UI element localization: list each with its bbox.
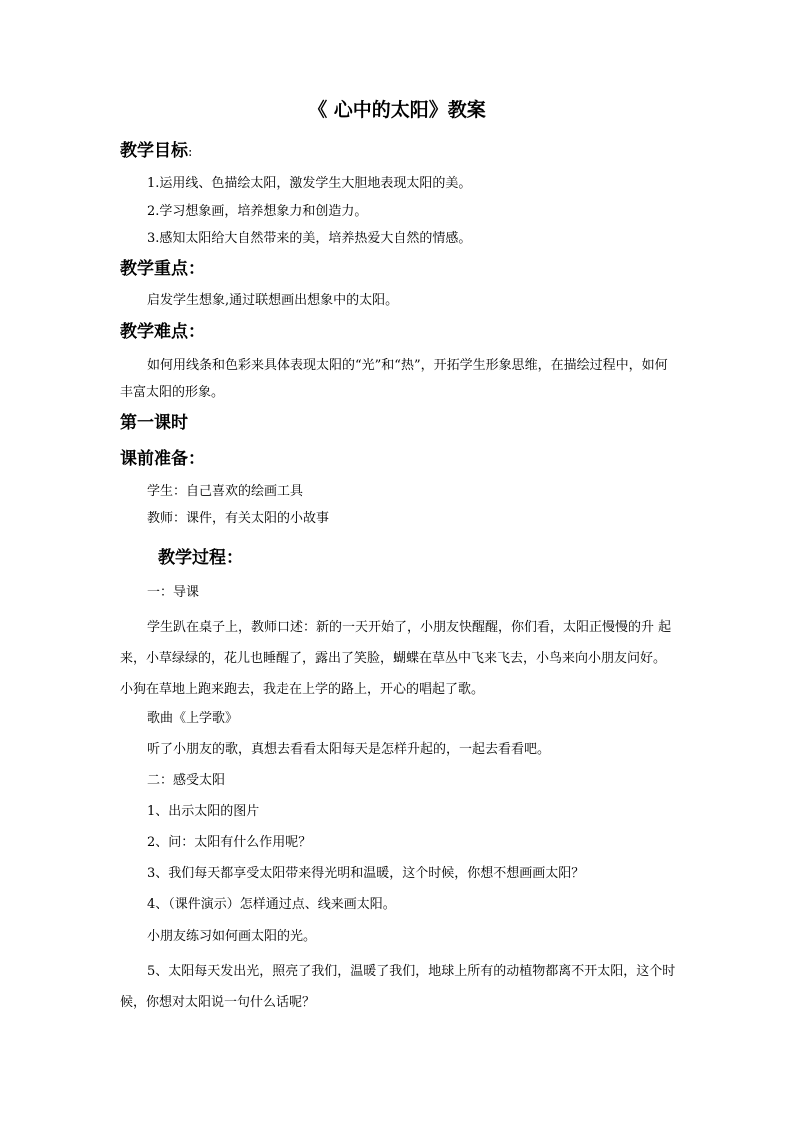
lesson-heading: 第一课时 — [120, 413, 188, 433]
difficulty-heading: 教学难点： — [120, 322, 205, 342]
step-2: 2、问：太阳有什么作用呢？ — [147, 835, 312, 850]
practice-line: 小朋友练习如何画太阳的光。 — [147, 929, 317, 944]
preparation-students: 学生：自己喜欢的绘画工具 — [147, 484, 304, 499]
goal-item-1: 1.运用线、色描绘太阳，激发学生大胆地表现太阳的美。 — [147, 176, 472, 191]
after-song-line: 听了小朋友的歌，真想去看看太阳每天是怎样升起的，一起去看看吧。 — [147, 742, 551, 757]
key-point-text: 启发学生想象,通过联想画出想象中的太阳。 — [147, 293, 399, 308]
preparation-teacher: 教师：课件，有关太阳的小故事 — [147, 511, 330, 526]
step-4: 4、（课件演示）怎样通过点、线来画太阳。 — [147, 897, 396, 912]
key-point-heading: 教学重点： — [120, 259, 205, 279]
document-title: 《 心中的太阳》教案 — [308, 99, 486, 121]
process-heading: 教学过程： — [158, 548, 243, 568]
goals-heading — [120, 139, 192, 165]
step-5: 5、太阳每天发出光，照亮了我们，温暖了我们，地球上所有的动植物都离不开太阳，这个时候，你想对太阳说一句什么话呢？ — [120, 964, 676, 1010]
difficulty-text: 如何用线条和色彩来具体表现太阳的“光”和“热”，开拓学生形象思维，在描绘过程中，如何丰富太阳的形象。 — [120, 358, 668, 400]
goal-item-2: 2.学习想象画，培养想象力和创造力。 — [147, 204, 368, 219]
section2-title: 二：感受太阳 — [147, 773, 226, 788]
goals-heading-colon: : — [188, 145, 193, 160]
preparation-heading: 课前准备： — [120, 449, 205, 469]
step-3: 3、我们每天都享受太阳带来得光明和温暖，这个时候，你想不想画画太阳？ — [147, 866, 585, 881]
goal-item-3: 3.感知太阳给大自然带来的美，培养热爱大自然的情感。 — [147, 231, 472, 246]
section1-paragraph: 学生趴在桌子上，教师口述：新的一天开始了，小朋友快醒醒，你们看，太阳正慢慢的升 起来，小草绿绿的，花儿也睡醒了，露出了笑脸，蝴蝶在草丛中飞来飞去，小鸟来向小朋友问好。小狗在草地上跑来跑去，我走在上学的路上，开心的唱起了歌。 — [120, 620, 672, 697]
section1-title: 一：导课 — [147, 585, 200, 600]
song-line: 歌曲《上学歌》 — [147, 711, 239, 726]
step-1: 1、出示太阳的图片 — [147, 804, 260, 819]
goals-heading-text: 教学目标 — [120, 141, 188, 161]
